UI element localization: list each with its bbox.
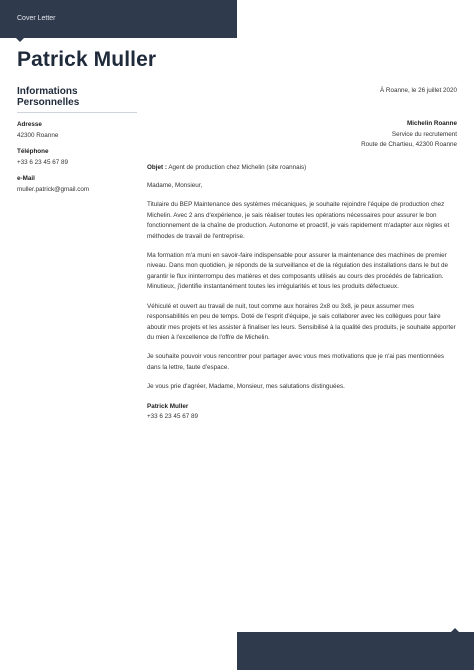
signature-phone: +33 6 23 45 67 89 (147, 412, 198, 420)
header-notch (16, 38, 24, 42)
phone-label: Téléphone (17, 148, 49, 155)
personal-info-sidebar (17, 86, 137, 202)
email-value: muller.patrick@gmail.com (17, 186, 90, 193)
email-label: e-Mail (17, 175, 35, 182)
signature-name: Patrick Muller (147, 402, 189, 410)
document-type-label: Cover Letter (17, 15, 56, 22)
address-label: Adresse (17, 121, 42, 128)
address-value: 42300 Roanne (17, 132, 59, 139)
applicant-name: Patrick Muller (17, 48, 157, 71)
recipient-department: Service du recrutement (391, 130, 457, 138)
subject-text: Agent de production chez Michelin (site roannais) (166, 163, 307, 171)
letter-date: À Roanne, le 26 juillet 2020 (379, 87, 457, 94)
letter-paragraph: Titulaire du BEP Maintenance des systèmes mécaniques, je souhaite rejoindre l'équipe de production chez Michelin. Avec 2 ans d'expérience, je sais réaliser toutes les opérations nécessaires pour assurer le bon fonctionnement de la chaîne de production. Autonome et proactif, je vais rapidement m'adapter aux règles et méthodes de travail de l'entreprise. (147, 201, 450, 240)
letter-closing: Je vous prie d'agréer, Madame, Monsieur, mes salutations distinguées. (147, 383, 345, 391)
phone-value: +33 6 23 45 67 89 (17, 159, 68, 166)
recipient-block (147, 119, 457, 150)
header-band (0, 0, 237, 38)
sidebar-title: Informations Personnelles (17, 86, 137, 113)
letter-subject (147, 163, 457, 173)
letter-paragraph: Ma formation m'a muni en savoir-faire indispensable pour assurer la maintenance des machines de premier niveau. Dans mon quotidien, je réponds de la surveillance et de la régulation des installations dans le but de garantir le flux ininterrompu des matières et des composants utilisés au cours des procédés de fabrication. Minutieux, j'identifie instantanément toutes les irrégularités et tous les produits défectueux. (147, 252, 449, 291)
subject-label: Objet : (147, 163, 167, 171)
letter-paragraph: Véhiculé et ouvert au travail de nuit, tout comme aux horaires 2x8 ou 3x8, je peux assumer mes responsabilités en peu de temps. Doté de l'esprit d'équipe, je sais collaborer avec les collègues pour faire aboutir mes projets et les assister à finaliser les leurs. Sensibilisé à la qualité des produits, je souhaite apporter du mien à l'excellence de l'offre de Michelin. (147, 302, 456, 341)
letter-body (147, 86, 457, 422)
recipient-address: Route de Chartieu, 42300 Roanne (361, 141, 457, 149)
letter-paragraph: Je souhaite pouvoir vous rencontrer pour partager avec vous mes motivations que je n'ai pas mentionnées dans la lettre, faute d'espace. (147, 353, 444, 371)
footer-band (237, 632, 474, 670)
recipient-company: Michelin Roanne (406, 120, 457, 128)
letter-greeting: Madame, Monsieur, (147, 182, 203, 190)
